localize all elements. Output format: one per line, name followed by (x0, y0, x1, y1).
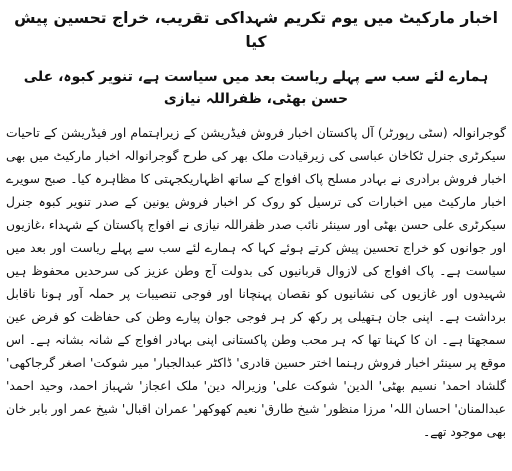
subheadline: ہمارے لئے سب سے پہلے ریاست بعد میں سیاست ہے، تنویر کبوہ، علی حسن بھٹی، ظفراللہ نیازی (23, 69, 489, 107)
headline: اخبار مارکیٹ میں یوم تکریم شہداکی تقریب، خراج تحسین پیش کیا (14, 9, 498, 51)
article-body: گوجرانوالہ (سٹی رپورٹر) آل پاکستان اخبار فروش فیڈریشن کے زیراہتمام اور فیڈریشن کے تاحیات سیکرٹری جنرل ٹکاخان عباسی کی زیرقیادت ملک بھر کی طرح گوجرانوالہ اخبار مارکیٹ میں بھی اخبار فروش برادری نے بہادر مسلح پاک افواج کے ساتھ اظہاریکجہتی کا مظاہرہ کیا۔ صبح سویرے اخبار مارکیٹ میں اخبارات کی ترسیل کو روک کر اخبار فروش یونین کے صدر تنویر کبوہ جنرل سیکرٹری علی حسن بھٹی اور سینئر نائب صدر ظفراللہ نیازی نے افواج پاکستان کے شہداء ،غازیوں اور جوانوں کو خراج تحسین پیش کرتے ہوئے کہا کہ ہمارے لئے سب سے پہلے ریاست اور بعد میں سیاست ہے۔ پاک افواج کی لازوال قربانیوں کی بدولت آج وطن عزیز کی سرحدیں محفوظ ہیں شہیدوں اور غازیوں کی نشانیوں کو نقصان پہنچانا اور فوجی تنصیبات پر حملہ آور ہونا ناقابل برداشت ہے۔ اپنی جان ہتھیلی پر رکھ کر ہر فوجی جوان پیارے وطن کی حفاظت کو فرض عین سمجھتا ہے۔ ان کا کہنا تھا کہ ہر محب وطن پاکستانی اپنی بہادر افواج کے شانہ بشانہ ہے۔ اس موقع پر سینئر اخبار فروش رہنما اختر حسین قادری' ڈاکٹر عبدالجبار' میر شوکت' اصغر گرجاکھی' گلشاد احمد' نسیم بھٹی' الدین' شوکت علی' وزیرالہ دین' ملک اعجاز' شہباز احمد، وحید احمد' عبدالمنان' احسان اللہ' مرزا منظور' شیخ طارق' نعیم کھوکھر' عمران اقبال' شیخ عمر اور بابر خان بھی موجود تھے۔ (6, 126, 506, 439)
